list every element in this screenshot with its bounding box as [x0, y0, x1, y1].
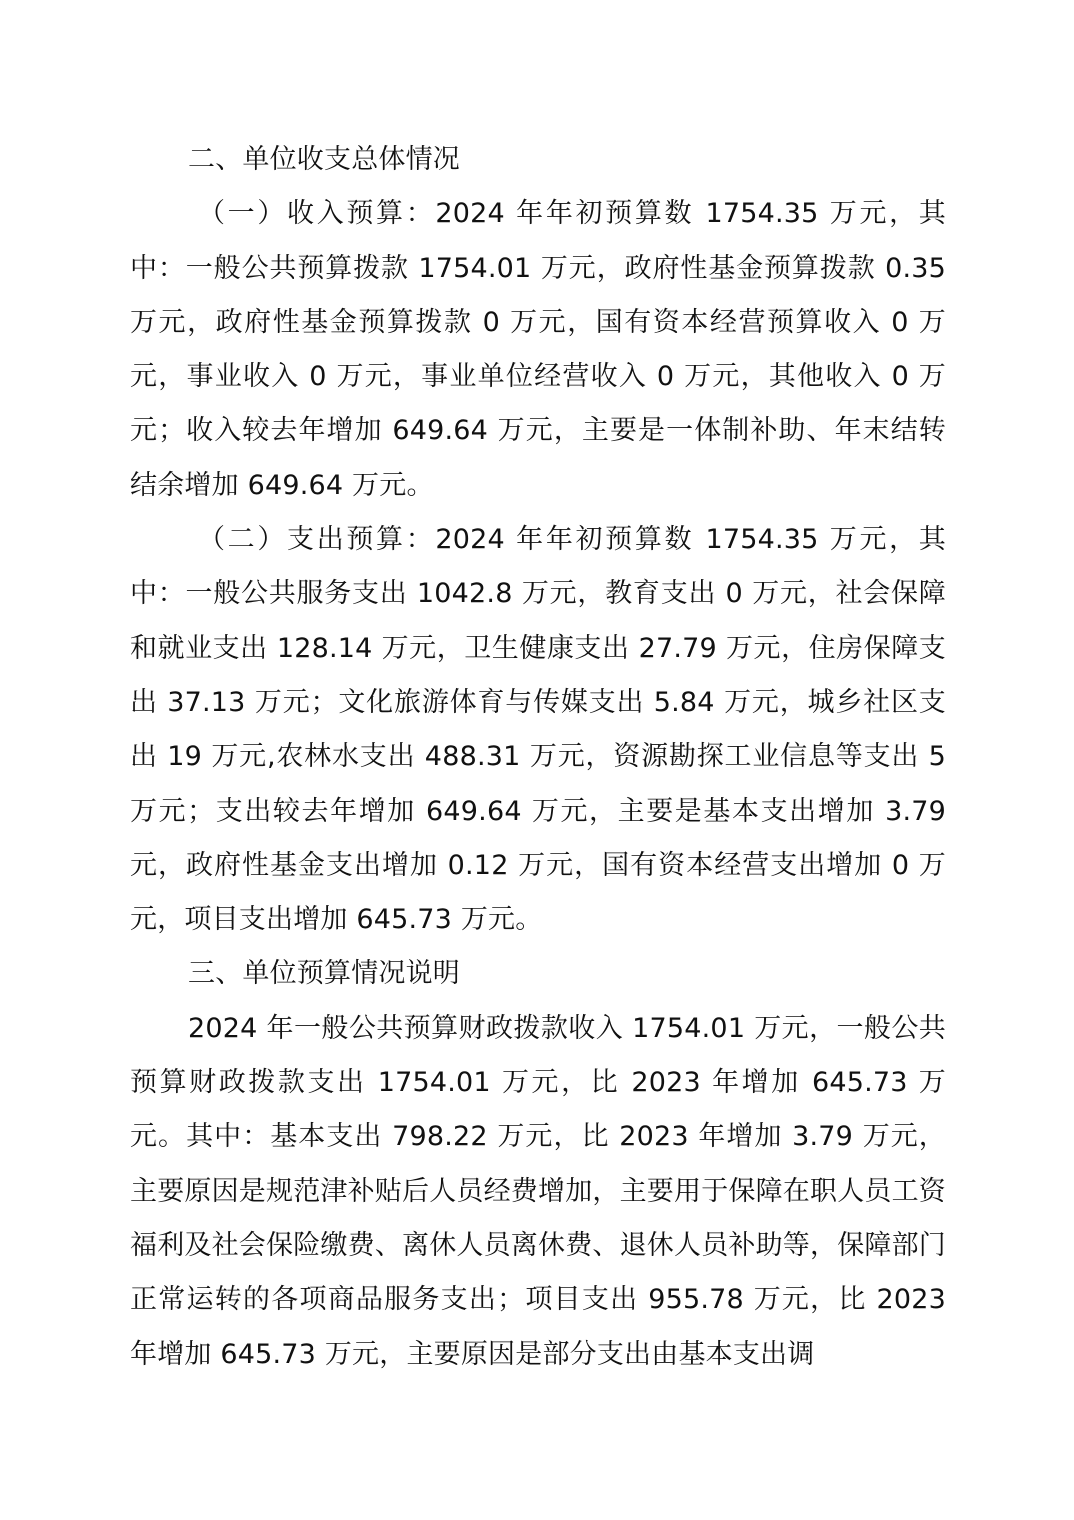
section-heading-2: 二、单位收支总体情况: [188, 144, 460, 175]
expenditure-budget-paragraph: （二）支出预算：2024 年年初预算数 1754.35 万元，其中：一般公共服务支出 1042.8 万元，教育支出 0 万元，社会保障和就业支出 128.14 万元，卫生健康支出 27.79 万元，住房保障支出 37.13 万元；文化旅游体育与传媒支出 5.84 万元，城乡社区支出 19 万元,农林水支出 488.31 万元，资源勘探工业信息等支出 5 万元；支出较去年增加 649.64 万元，主要是基本支出增加 3.79 元，政府性基金支出增加 0.12 万元，国有资本经营支出增加 0 万元，项目支出增加 645.73 万元。: [130, 524, 946, 936]
document-page: [130, 133, 946, 1382]
income-budget-paragraph: （一）收入预算：2024 年年初预算数 1754.35 万元，其中：一般公共预算拨款 1754.01 万元，政府性基金预算拨款 0.35 万元，政府性基金预算拨款 0 万元，国有资本经营预算收入 0 万元，事业收入 0 万元，事业单位经营收入 0 万元，其他收入 0 万元；收入较去年增加 649.64 万元，主要是一体制补助、年末结转结余增加 649.64 万元。: [130, 198, 946, 501]
budget-explanation-paragraph: 2024 年一般公共预算财政拨款收入 1754.01 万元，一般公共预算财政拨款支出 1754.01 万元，比 2023 年增加 645.73 万元。其中：基本支出 798.22 万元，比 2023 年增加 3.79 万元，主要原因是规范津补贴后人员经费增加，主要用于保障在职人员工资福利及社会保险缴费、离休人员离休费、退休人员补助等，保障部门正常运转的各项商品服务支出；项目支出 955.78 万元，比 2023 年增加 645.73 万元，主要原因是部分支出由基本支出调: [130, 1012, 946, 1370]
section-heading-3: 三、单位预算情况说明: [188, 958, 460, 990]
